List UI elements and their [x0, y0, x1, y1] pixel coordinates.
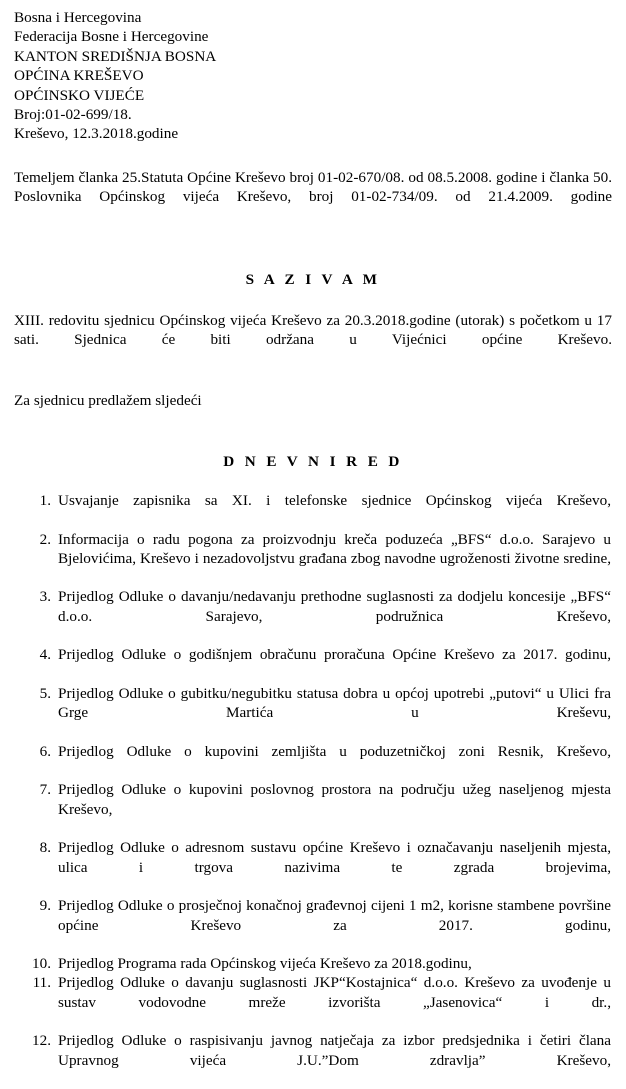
- follow-up-line: Za sjednicu predlažem sljedeći: [14, 392, 202, 410]
- agenda-item-number: 4.: [39, 646, 51, 664]
- legal-basis-paragraph: Temeljem članka 25.Statuta Općine Kreševo broj 01-02-670/08. od 08.5.2008. godine i članka 50. Poslovnika Općinskog vijeća Kreševo, broj 01-02-734/09. od 21.4.2009. godine: [14, 168, 612, 206]
- agenda-item-text: Prijedlog Odluke o davanju suglasnosti JKP“Kostajnica“ d.o.o. Kreševo za uvođenje u sustav vodovodne mreže izvorišta „Jasenovica“ i dr.,: [58, 974, 611, 1011]
- letterhead-line-reference-number: Broj:01-02-699/18.: [14, 106, 132, 124]
- agenda-item-text: Prijedlog Odluke o davanju/nedavanju prethodne suglasnosti za dodjelu koncesije „BFS“ d.o.o. Sarajevo, podružnica Kreševo,: [58, 588, 611, 625]
- agenda-item-number: 10.: [32, 955, 51, 973]
- agenda-heading: D N E V N I R E D: [223, 453, 403, 470]
- letterhead-line-municipality: OPĆINA KREŠEVO: [14, 67, 144, 85]
- agenda-item-text: Prijedlog Odluke o prosječnoj konačnoj građevnoj cijeni 1 m2, korisne stambene površine općine Kreševo za 2017. godinu,: [58, 897, 611, 934]
- agenda-item-text: Prijedlog Odluke o godišnjem obračunu proračuna Općine Kreševo za 2017. godinu,: [58, 646, 611, 664]
- agenda-list-item: [14, 742, 612, 781]
- convene-heading: S A Z I V A M: [245, 270, 381, 288]
- agenda-item-number: 6.: [39, 742, 51, 760]
- agenda-item-text: Prijedlog Programa rada Općinskog vijeća Kreševo za 2018.godinu,: [58, 955, 472, 973]
- letterhead-line-council: OPĆINSKO VIJEĆE: [14, 86, 145, 104]
- agenda-list-item: [14, 530, 612, 588]
- agenda-list-item: [14, 838, 612, 896]
- session-details-paragraph: XIII. redovitu sjednicu Općinskog vijeća Kreševo za 20.3.2018.godine (utorak) s početkom u 17 sati. Sjednica će biti održana u Vijećnici općine Kreševo.: [14, 311, 612, 349]
- agenda-list-item: [14, 1031, 612, 1089]
- agenda-item-number: 1.: [39, 492, 51, 509]
- letterhead-line-place-date: Kreševo, 12.3.2018.godine: [14, 125, 179, 143]
- agenda-item-text: Prijedlog Odluke o gubitku/negubitku statusa dobra u općoj upotrebi „putovi“ u Ulici fra Grge Martića u Kreševu,: [58, 684, 611, 722]
- agenda-item-text: Prijedlog Odluke o adresnom sustavu općine Kreševo i označavanju naseljenih mjesta, ulica i trgova nazivima te zgrada brojevima,: [58, 839, 611, 876]
- agenda-item-number: 9.: [39, 897, 51, 915]
- agenda-item-number: 7.: [39, 781, 51, 799]
- letterhead-line-canton: KANTON SREDIŠNJA BOSNA: [14, 47, 217, 65]
- agenda-item-text: Prijedlog Odluke o kupovini zemljišta u poduzetničkoj zoni Resnik, Kreševo,: [58, 742, 611, 760]
- agenda-item-number: 3.: [39, 588, 51, 606]
- agenda-item-text: Prijedlog Odluke o kupovini poslovnog prostora na području užeg naseljenog mjesta Kreševo,: [58, 781, 611, 818]
- agenda-item-text: Informacija o radu pogona za proizvodnju kreča poduzeća „BFS“ d.o.o. Sarajevo u Bjelovićima, Kreševo i nezadovoljstvu građana zbog navodne ugroženosti životne sredine,: [58, 530, 611, 567]
- agenda-list-item: [14, 684, 612, 742]
- agenda-list-item: [14, 973, 612, 1031]
- agenda-list-item: [14, 587, 612, 645]
- agenda-item-number: 8.: [39, 839, 51, 857]
- agenda-item-text: Usvajanje zapisnika sa XI. i telefonske sjednice Općinskog vijeća Kreševo,: [58, 492, 611, 509]
- agenda-item-text: Prijedlog Odluke o raspisivanju javnog natječaja za izbor predsjednika i četiri člana Upravnog vijeća J.U.”Dom zdravlja” Kreševo,: [58, 1032, 611, 1069]
- agenda-list-item: [14, 954, 612, 973]
- agenda-list: [14, 491, 612, 1089]
- agenda-item-number: 12.: [32, 1032, 51, 1050]
- agenda-list-item: [14, 896, 612, 954]
- letterhead-block: [14, 8, 612, 144]
- agenda-item-number: 5.: [39, 684, 51, 702]
- letterhead-line-country: Bosna i Hercegovina: [14, 9, 142, 26]
- agenda-item-number: 11.: [32, 974, 51, 992]
- letterhead-line-federation: Federacija Bosne i Hercegovine: [14, 28, 209, 46]
- agenda-list-item: [14, 491, 612, 530]
- agenda-item-number: 2.: [39, 530, 51, 548]
- agenda-list-item: [14, 780, 612, 838]
- agenda-list-item: [14, 645, 612, 684]
